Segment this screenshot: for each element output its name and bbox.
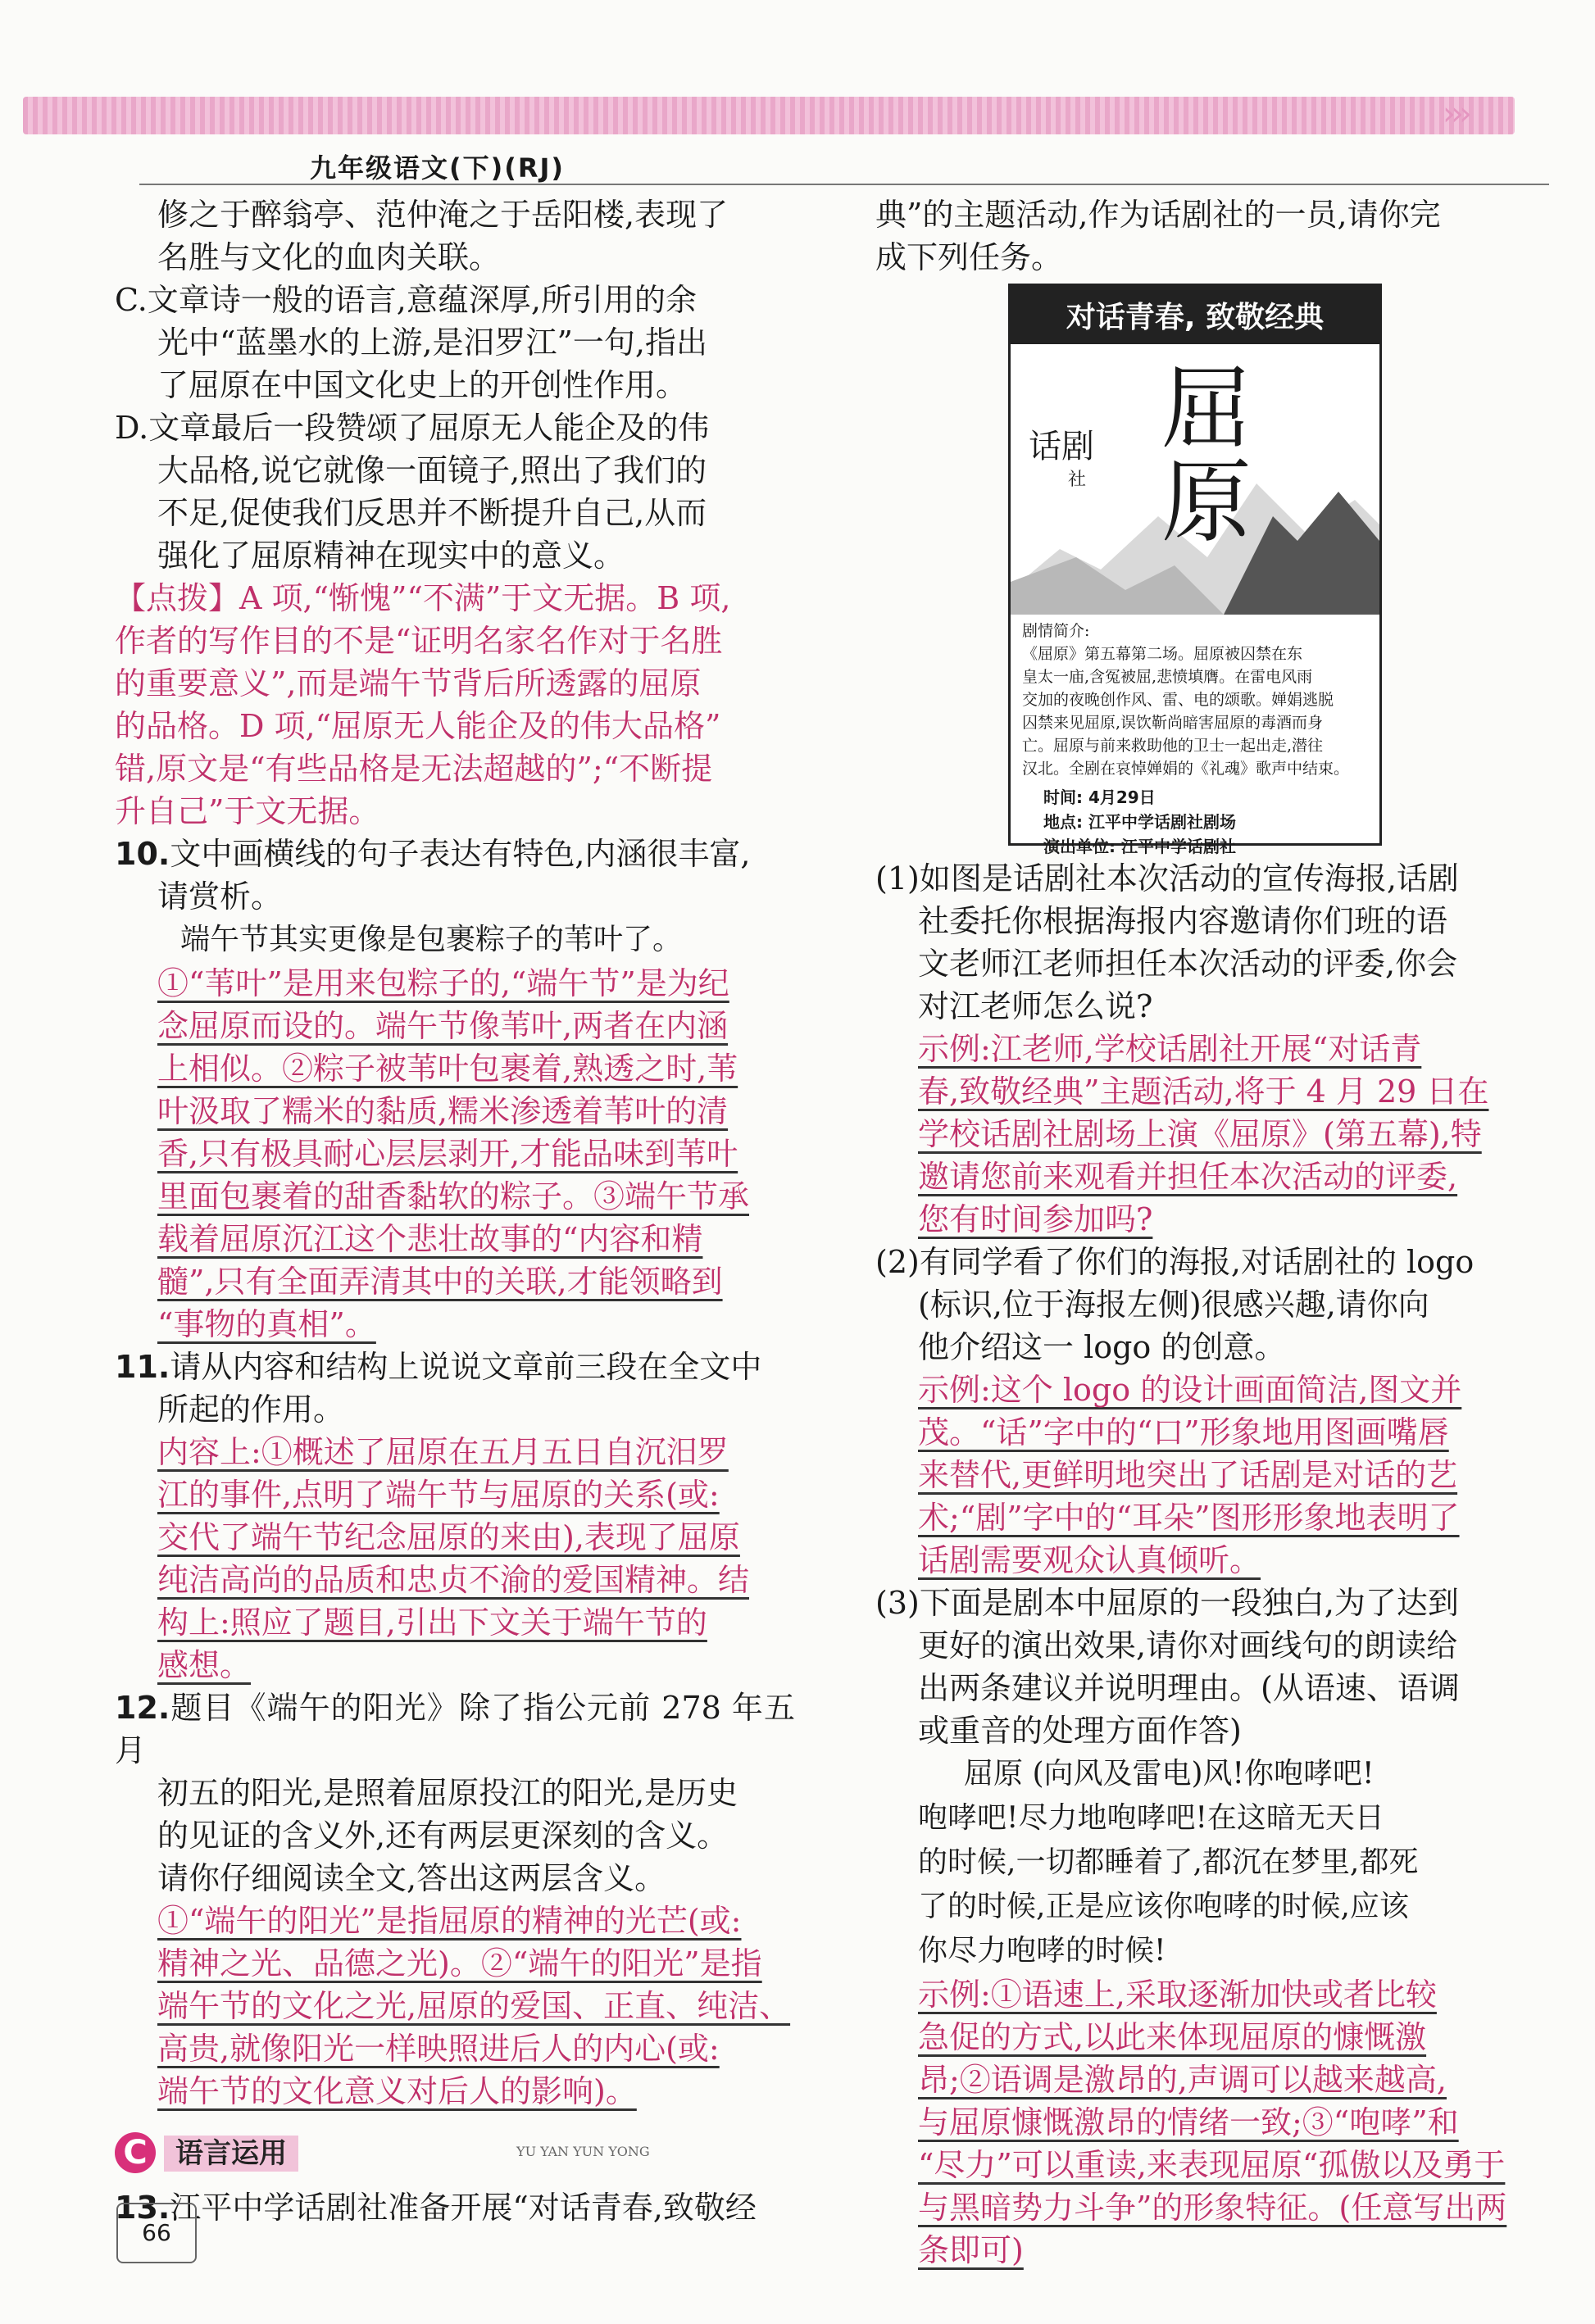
answer-line: 端午节的文化之光,屈原的爱国、正直、纯洁、: [157, 1988, 791, 2024]
monologue-line: 的时候,一切都睡着了,都沉在梦里,都死: [918, 1845, 1419, 1879]
monologue-line: 咆哮吧!尽力地咆哮吧!在这暗无天日: [918, 1801, 1384, 1835]
subquestion-2: [875, 1241, 1515, 1582]
text-line: (3)下面是剧本中屈原的一段独白,为了达到: [875, 1585, 1459, 1621]
poster-organizer: 演出单位: 江平中学话剧社: [1043, 837, 1236, 856]
answer-line: 来替代,更鲜明地突出了话剧是对话的艺: [918, 1457, 1458, 1493]
answer-line: 春,致敬经典”主题活动,将于 4 月 29 日在: [918, 1073, 1489, 1110]
plot-line: 《屈原》第五幕第二场。屈原被囚禁在东: [1022, 645, 1303, 663]
logo-small-text: 社: [1068, 470, 1087, 490]
answer-line: 示例:江老师,学校话剧社开展“对话青: [918, 1031, 1422, 1067]
left-column: [115, 193, 795, 2229]
subquestion-3: [875, 1582, 1515, 2272]
answer-line: 条即可): [918, 2232, 1024, 2268]
plot-title: 剧情简介:: [1022, 622, 1090, 640]
answer-line: 叶汲取了糯米的黏质,糯米渗透着苇叶的清: [157, 1093, 729, 1129]
plot-line: 皇太一庙,含冤被屈,悲愤填膺。在雷电风雨: [1022, 668, 1313, 686]
left-continuation: [115, 193, 795, 279]
answer-block: [115, 962, 795, 1346]
answer-block: [115, 1431, 795, 1686]
text-line: 社委托你根据海报内容邀请你们班的语: [918, 903, 1448, 939]
answer-line: 上相似。②粽子被苇叶包裹着,熟透之时,苇: [157, 1051, 738, 1087]
text-line: 名胜与文化的血肉关联。: [157, 239, 501, 275]
answer-line: 端午节的文化意义对后人的影响)。: [157, 2073, 637, 2109]
text-line: C.文章诗一般的语言,意蕴深厚,所引用的余: [115, 282, 697, 318]
text-line: 文中画横线的句子表达有特色,内涵很丰富,: [170, 836, 751, 872]
plot-line: 囚禁来见屈原,误饮靳尚暗害屈原的毒酒而身: [1022, 714, 1324, 732]
answer-line: 江的事件,点明了端午节与屈原的关系(或:: [157, 1477, 720, 1513]
answer-line: 您有时间参加吗?: [918, 1201, 1153, 1237]
question-11: [115, 1346, 795, 1686]
text-line: 江平中学话剧社准备开展“对话青春,致敬经: [170, 2190, 757, 2226]
answer-block: [875, 1369, 1515, 1582]
section-heading: [115, 2129, 795, 2178]
tip-line: 作者的写作目的不是“证明名家名作对于名胜: [115, 623, 723, 659]
text-line: 光中“蓝墨水的上游,是汨罗江”一句,指出: [157, 325, 708, 361]
answer-line: 与屈原慷慨激昂的情绪一致;③“咆哮”和: [918, 2104, 1459, 2140]
answer-line: 香,只有极具耐心层层剥开,才能品味到苇叶: [157, 1136, 738, 1172]
tip-line: 升自己”于文无据。: [115, 793, 380, 829]
answer-line: 急促的方式,以此来体现屈原的慷慨激: [918, 2019, 1427, 2055]
text-line: 大品格,说它就像一面镜子,照出了我们的: [157, 452, 707, 488]
answer-line: 邀请您前来观看并担任本次活动的评委,: [918, 1159, 1458, 1195]
question-number: 13.: [115, 2190, 170, 2226]
quote-line: 端午节其实更像是包裹粽子的苇叶了。: [180, 923, 683, 956]
drama-club-logo: 话剧: [1029, 428, 1094, 465]
text-line: 了屈原在中国文化史上的开创性作用。: [157, 367, 688, 403]
text-line: 典”的主题活动,作为话剧社的一员,请你完: [875, 197, 1441, 233]
text-line: D.文章最后一段赞颂了屈原无人能企及的伟: [115, 410, 710, 446]
answer-line: 术;“剧”字中的“耳朵”图形形象地表明了: [918, 1500, 1460, 1536]
answer-block: [115, 1900, 795, 2113]
answer-line: 话剧需要观众认真倾听。: [918, 1542, 1261, 1578]
answer-line: 交代了端午节纪念屈原的来由),表现了屈原: [157, 1519, 740, 1555]
answer-line: ①“苇叶”是用来包粽子的,“端午节”是为纪: [157, 965, 729, 1001]
subquestion-1: [875, 857, 1515, 1241]
question-10: [115, 833, 795, 1346]
text-line: 文老师江老师担任本次活动的评委,你会: [918, 946, 1458, 982]
text-line: 对江老师怎么说?: [918, 988, 1153, 1024]
text-line: 更好的演出效果,请你对画线句的朗读给: [918, 1627, 1458, 1664]
answer-line: 高贵,就像阳光一样映照进后人的内心(或:: [157, 2031, 720, 2067]
question-number: 10.: [115, 836, 170, 872]
answer-line: 茂。“话”字中的“口”形象地用图画嘴唇: [918, 1414, 1449, 1450]
monologue-line: 你尽力咆哮的时候!: [918, 1934, 1166, 1968]
question-12: [115, 1686, 795, 2113]
header-banner: [23, 97, 1515, 134]
answer-line: 髓”,只有全面弄清其中的关联,才能领略到: [157, 1264, 723, 1300]
drama-poster: [1008, 284, 1382, 856]
header-divider: [139, 184, 1549, 185]
answer-line: 学校话剧社剧场上演《屈原》(第五幕),特: [918, 1116, 1482, 1152]
plot-line: 汉北。全剧在哀悼婵娟的《礼魂》歌声中结束。: [1022, 760, 1350, 778]
text-line: 修之于醉翁亭、范仲淹之于岳阳楼,表现了: [157, 197, 729, 233]
answer-line: “尽力”可以重读,来表现屈原“孤傲以及勇于: [918, 2147, 1506, 2183]
text-line: 出两条建议并说明理由。(从语速、语调: [918, 1670, 1460, 1706]
option-c: [115, 279, 795, 406]
tip-block: [115, 577, 795, 833]
text-line: (1)如图是话剧社本次活动的宣传海报,话剧: [875, 860, 1459, 896]
poster-plot: [1011, 615, 1379, 785]
text-line: 所起的作用。: [157, 1391, 345, 1428]
answer-line: ①“端午的阳光”是指屈原的精神的光芒(或:: [157, 1903, 742, 1939]
text-line: 强化了屈原精神在现实中的意义。: [157, 538, 625, 574]
text-line: 请从内容和结构上说说文章前三段在全文中: [170, 1349, 762, 1385]
text-line: 请你仔细阅读全文,答出这两层含义。: [157, 1860, 666, 1896]
answer-line: 内容上:①概述了屈原在五月五日自沉汨罗: [157, 1434, 729, 1470]
answer-line: 里面包裹着的甜香黏软的粽子。③端午节承: [157, 1178, 750, 1214]
section-label: 语言运用: [164, 2136, 298, 2172]
section-pinyin: YU YAN YUN YONG: [516, 2144, 650, 2159]
page-title: 九年级语文(下)(RJ): [310, 152, 566, 184]
page-number: 66: [116, 2203, 197, 2263]
plot-line: 交加的夜晚创作风、雷、电的颂歌。婵娟逃脱: [1022, 691, 1334, 709]
answer-line: 精神之光、品德之光)。②“端午的阳光”是指: [157, 1945, 762, 1981]
text-line: 成下列任务。: [875, 239, 1063, 275]
tip-line: 的品格。D 项,“屈原无人能企及的伟大品格”: [115, 708, 721, 744]
option-d: [115, 406, 795, 577]
question-number: 11.: [115, 1349, 170, 1385]
section-letter-badge: C: [115, 2132, 156, 2173]
answer-line: 感想。: [157, 1647, 252, 1683]
monologue-block: [875, 1752, 1515, 1973]
text-line: (2)有同学看了你们的海报,对话剧社的 logo: [875, 1244, 1475, 1280]
text-line: 他介绍这一 logo 的创意。: [918, 1329, 1286, 1365]
monologue-line: 屈原 (向风及雷电)风!你咆哮吧!: [964, 1757, 1375, 1791]
poster-banner: 对话青春, 致敬经典: [1011, 286, 1379, 344]
monologue-line: 了的时候,正是应该你咆哮的时候,应该: [918, 1890, 1409, 1923]
plot-line: 亡。屈原与前来救助他的卫士一起出走,潜往: [1022, 737, 1324, 755]
answer-block: [875, 1028, 1515, 1241]
tip-line: 的重要意义”,而是端午节背后所透露的屈原: [115, 665, 702, 701]
answer-line: 构上:照应了题目,引出下文关于端午节的: [157, 1605, 707, 1641]
poster-main-title: 屈原: [1147, 361, 1252, 547]
chevron-right-icon: ›››: [1443, 95, 1467, 133]
text-line: 的见证的含义外,还有两层更深刻的含义。: [157, 1818, 729, 1854]
answer-line: 念屈原而设的。端午节像苇叶,两者在内涵: [157, 1008, 729, 1044]
question-13: [115, 2186, 795, 2229]
text-line: 或重音的处理方面作答): [918, 1713, 1242, 1749]
poster-place: 地点: 江平中学话剧社剧场: [1043, 812, 1236, 832]
right-column: [875, 193, 1515, 2272]
tip-line: 错,原文是“有些品格是无法超越的”;“不断提: [115, 751, 713, 787]
poster-time: 时间: 4月29日: [1043, 788, 1156, 807]
answer-line: “事物的真相”。: [157, 1306, 376, 1342]
answer-line: 示例:①语速上,采取逐渐加快或者比较: [918, 1977, 1437, 2013]
text-line: 不足,促使我们反思并不断提升自己,从而: [157, 495, 707, 531]
text-line: 题目《端午的阳光》除了指公元前 278 年五月: [115, 1690, 795, 1768]
answer-line: 载着屈原沉江这个悲壮故事的“内容和精: [157, 1221, 703, 1257]
answer-line: 纯洁高尚的品质和忠贞不渝的爱国精神。结: [157, 1562, 750, 1598]
answer-line: 与黑暗势力斗争”的形象特征。(任意写出两: [918, 2190, 1507, 2226]
text-line: 请赏析。: [157, 878, 283, 915]
tip-line: 【点拨】A 项,“惭愧”“不满”于文无据。B 项,: [115, 580, 731, 616]
answer-line: 昂;②语调是激昂的,声调可以越来越高,: [918, 2062, 1447, 2098]
question-number: 12.: [115, 1690, 170, 1726]
answer-line: 示例:这个 logo 的设计画面简洁,图文并: [918, 1372, 1462, 1408]
text-line: (标识,位于海报左侧)很感兴趣,请你向: [918, 1287, 1429, 1323]
poster-artwork: [1011, 344, 1379, 615]
answer-block: [875, 1973, 1515, 2272]
text-line: 初五的阳光,是照着屈原投江的阳光,是历史: [157, 1775, 738, 1811]
